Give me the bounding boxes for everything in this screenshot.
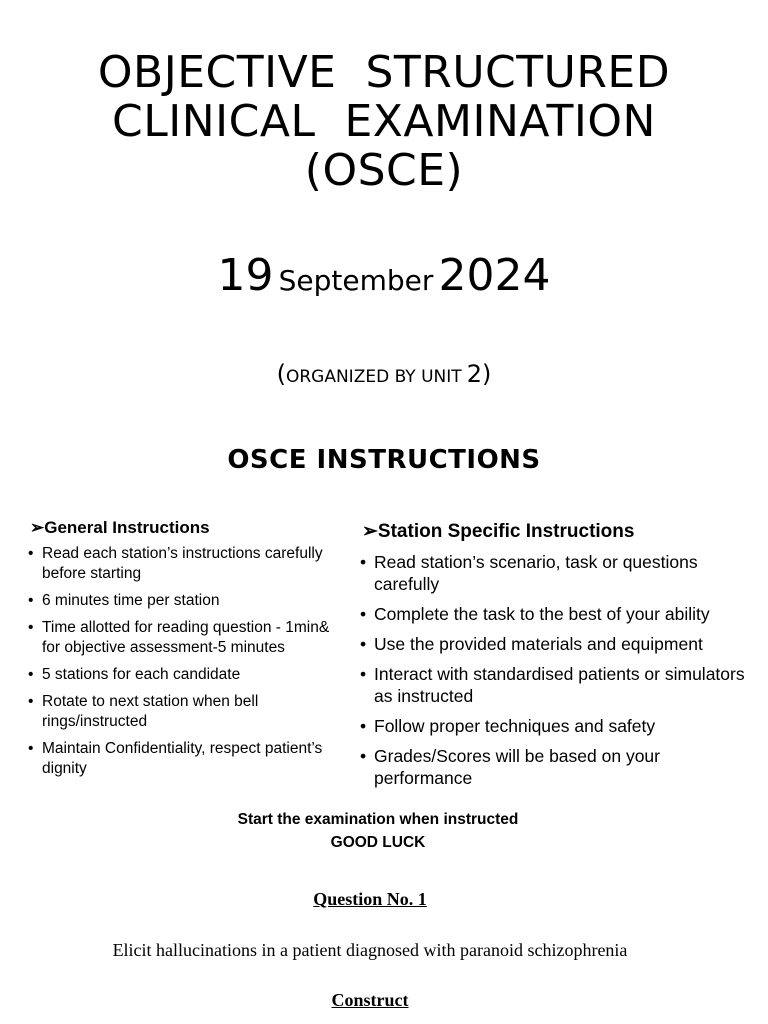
arrow-bullet-icon: ➢: [30, 518, 45, 537]
bullet-icon: •: [28, 545, 34, 562]
bullet-icon: •: [360, 716, 367, 736]
bullet-icon: •: [360, 746, 367, 766]
document-title: [0, 48, 768, 195]
list-item-text: Rotate to next station when bell rings/instructed: [42, 693, 259, 730]
bullet-icon: •: [28, 619, 34, 636]
organizer-unit: 2: [466, 360, 483, 388]
list-item: [362, 745, 762, 789]
instructions-heading: OSCE INSTRUCTIONS: [227, 445, 541, 475]
date-month: September: [278, 264, 434, 297]
organizer-text: ORGANIZED BY UNIT: [285, 367, 462, 387]
exam-date: [0, 250, 768, 301]
station-specific-instructions: [362, 520, 762, 797]
list-item: [362, 715, 762, 737]
list-item: [30, 618, 335, 658]
closing-message: [0, 808, 756, 854]
title-line-3: (OSCE): [304, 145, 464, 196]
list-item-text: 6 minutes time per station: [42, 592, 220, 609]
general-instructions-heading: [30, 518, 335, 538]
bullet-icon: •: [360, 604, 367, 624]
list-item: [30, 591, 335, 611]
title-line-1: OBJECTIVE STRUCTURED: [97, 47, 671, 98]
list-item: [362, 551, 762, 595]
list-item: [30, 739, 335, 779]
good-luck: GOOD LUCK: [330, 834, 426, 851]
list-item-text: Time allotted for reading question - 1min& for objective assessment-5 minutes: [42, 619, 330, 656]
list-item-text: Read station’s scenario, task or questions carefully: [374, 552, 698, 594]
list-item: [362, 633, 762, 655]
bullet-icon: •: [360, 552, 367, 572]
bullet-icon: •: [28, 693, 34, 710]
date-day: 19: [217, 250, 274, 301]
construct-heading: Construct: [331, 990, 409, 1010]
general-instructions: [30, 518, 335, 786]
organizer-open-paren: (: [276, 360, 286, 388]
organizer-close-paren: ): [482, 360, 492, 388]
bullet-icon: •: [28, 592, 34, 609]
date-year: 2024: [438, 250, 551, 301]
list-item-text: Use the provided materials and equipment: [374, 634, 703, 654]
list-item-text: Maintain Confidentiality, respect patient’s dignity: [42, 740, 323, 777]
list-item-text: Read each station’s instructions carefully before starting: [42, 545, 323, 582]
station-heading-text: Station Specific Instructions: [377, 521, 635, 542]
list-item-text: Grades/Scores will be based on your performance: [374, 746, 660, 788]
list-item-text: Interact with standardised patients or simulators as instructed: [374, 664, 745, 706]
organizer-line: [0, 360, 768, 388]
station-instructions-heading: [362, 520, 762, 543]
list-item: [362, 603, 762, 625]
question-number: Question No. 1: [313, 889, 427, 909]
arrow-bullet-icon: ➢: [362, 521, 378, 542]
bullet-icon: •: [28, 666, 34, 683]
list-item-text: 5 stations for each candidate: [42, 666, 241, 683]
list-item: [30, 544, 335, 584]
list-item-text: Follow proper techniques and safety: [374, 716, 656, 736]
bullet-icon: •: [360, 634, 367, 654]
list-item: [30, 665, 335, 685]
bullet-icon: •: [360, 664, 367, 684]
list-item-text: Complete the task to the best of your ability: [374, 604, 710, 624]
bullet-icon: •: [28, 740, 34, 757]
list-item: [30, 692, 335, 732]
list-item: [362, 663, 762, 707]
question-text: Elicit hallucinations in a patient diagnosed with paranoid schizophrenia: [112, 940, 628, 960]
general-instructions-list: [30, 544, 335, 779]
start-instruction: Start the examination when instructed: [237, 811, 519, 828]
station-instructions-list: [362, 551, 762, 789]
title-line-2: CLINICAL EXAMINATION: [112, 96, 656, 147]
general-heading-text: General Instructions: [44, 518, 210, 537]
